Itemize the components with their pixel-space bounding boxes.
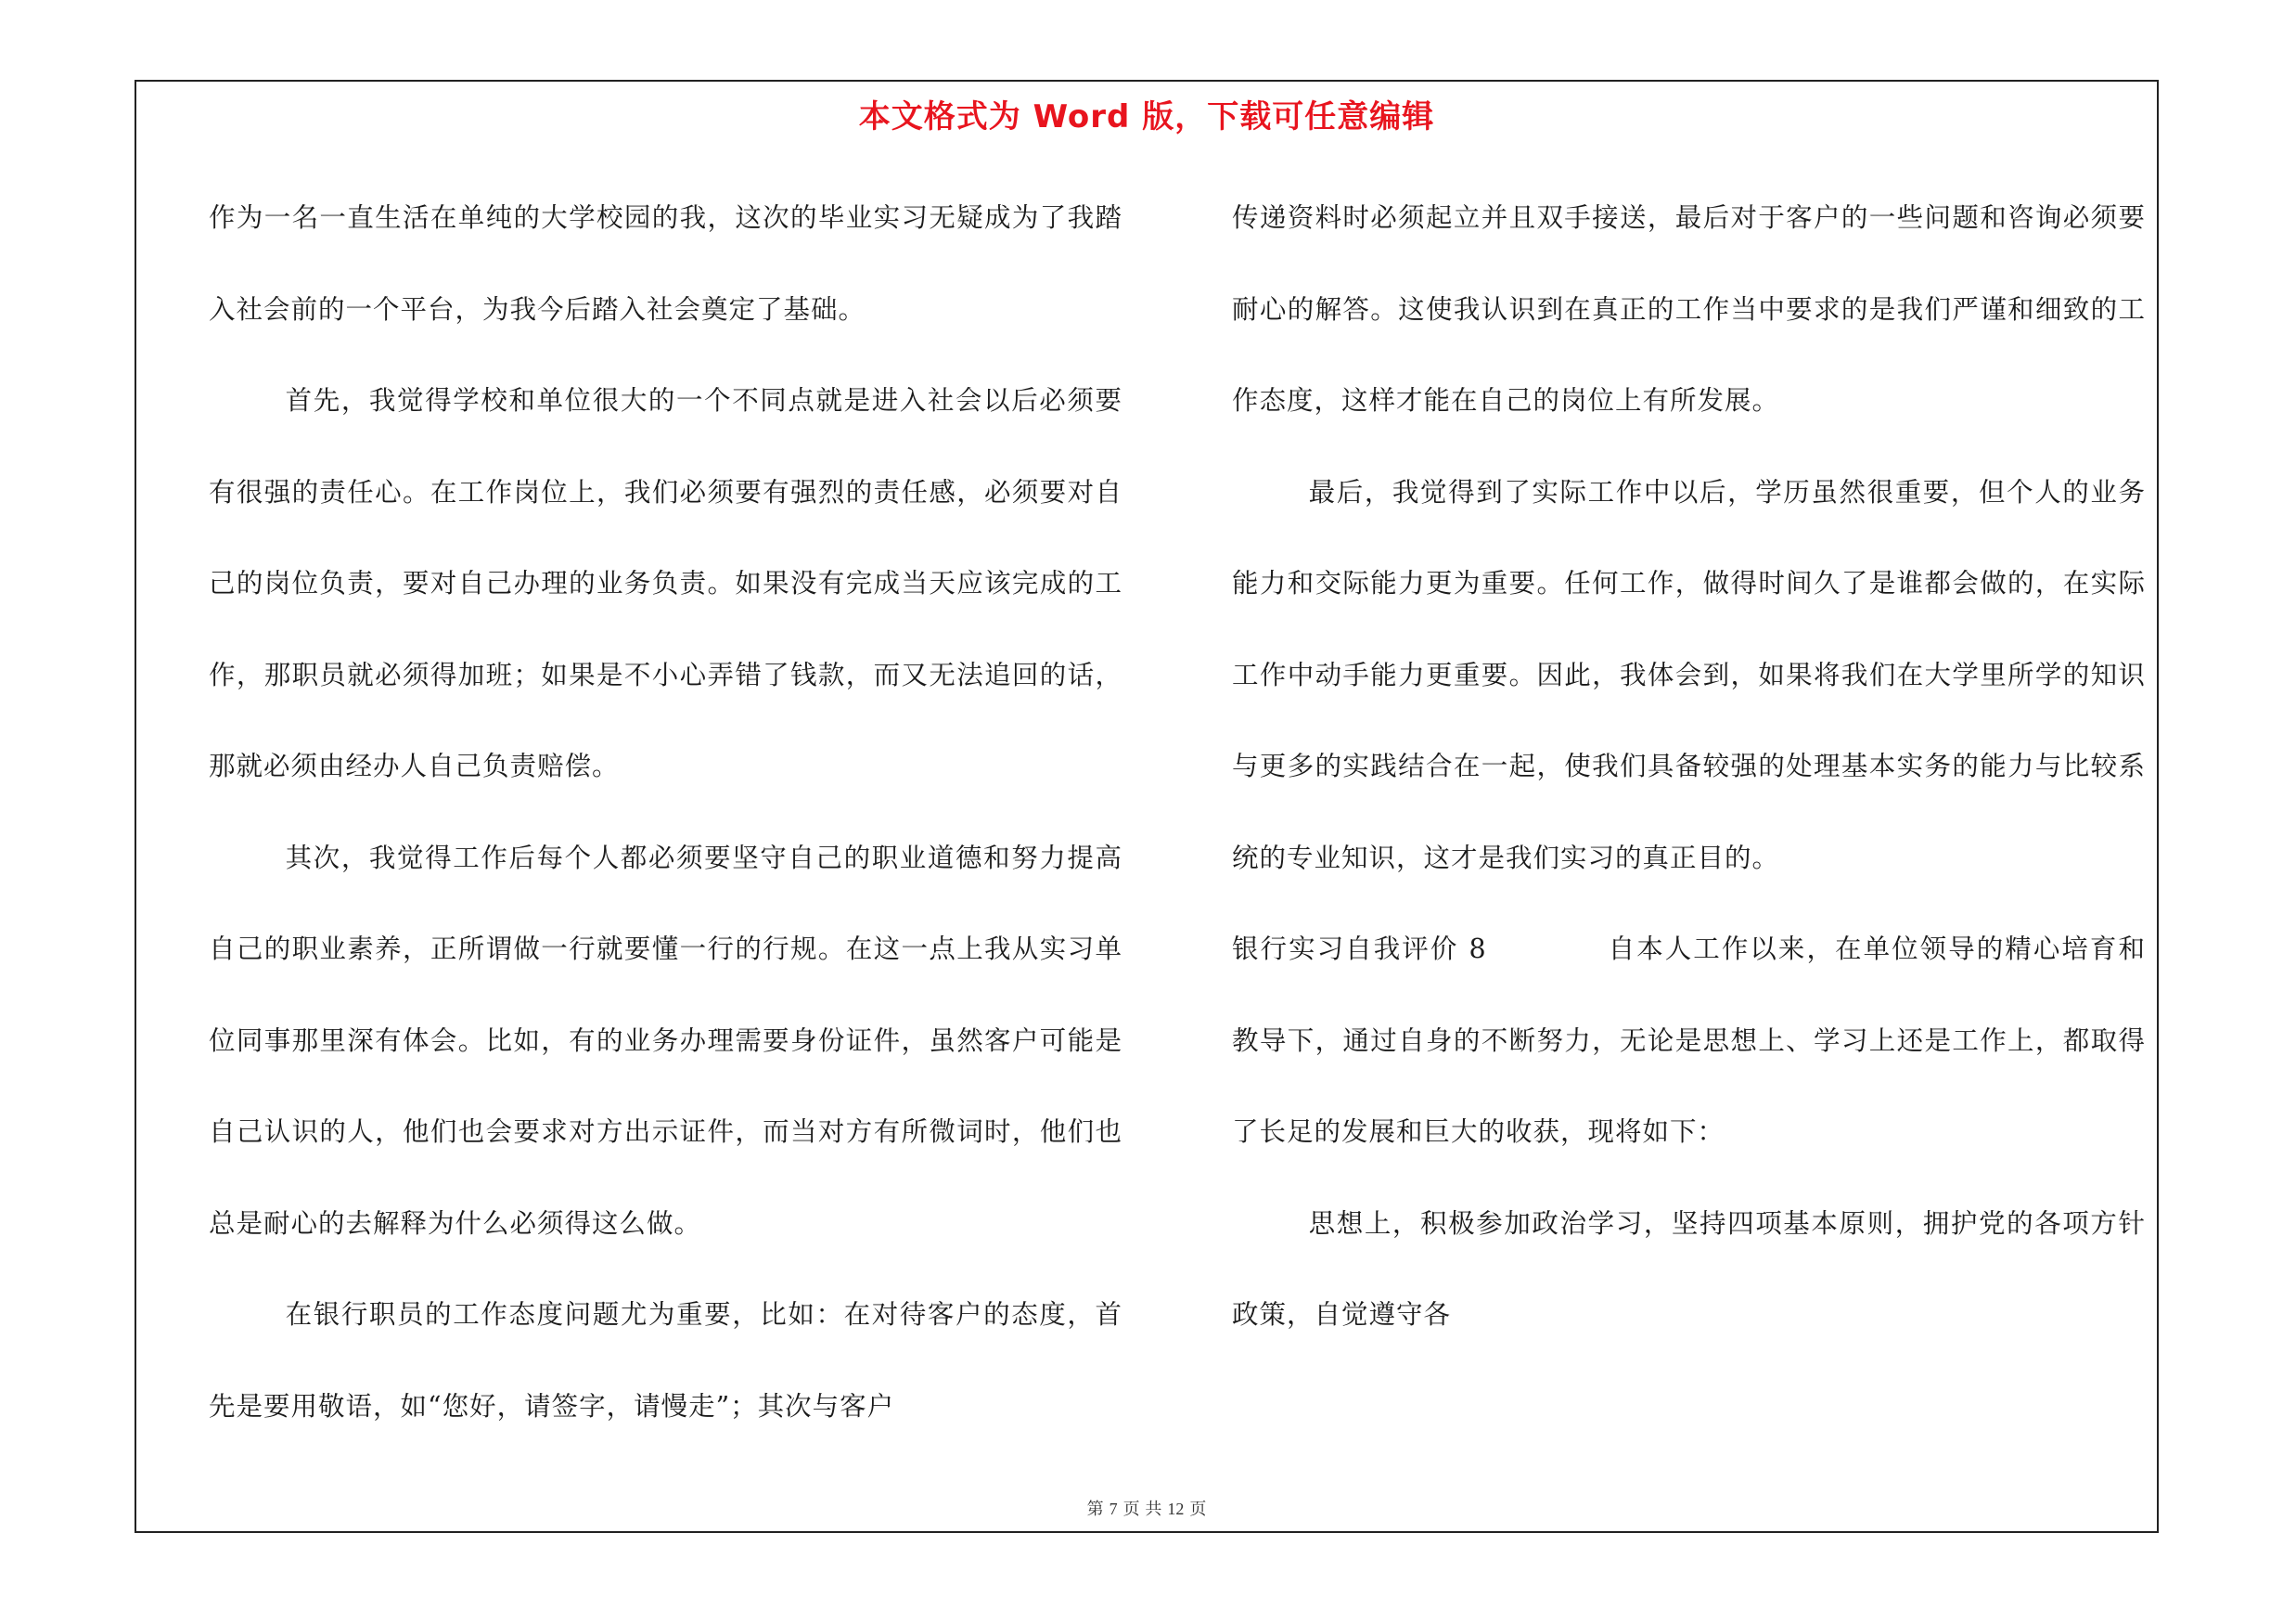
paragraph-attitude-continued: 传递资料时必须起立并且双手接送，最后对于客户的一些问题和咨询必须要耐心的解答。这使我认识到在真正的工作当中要求的是我们严谨和细致的工作态度，这样才能在自己的岗位上有所发展。 <box>1232 202 2146 416</box>
paragraph-attitude: 在银行职员的工作态度问题尤为重要，比如：在对待客户的态度，首先是要用敬语，如“您好，请签字，请慢走”；其次与客户 <box>209 1299 1122 1422</box>
document-page <box>135 80 2159 1533</box>
footer-suffix: 页 <box>1189 1500 1207 1519</box>
footer-current-page: 7 <box>1109 1500 1118 1518</box>
right-column <box>1232 173 2146 1361</box>
paragraph-ethics: 其次，我觉得工作后每个人都必须要坚守自己的职业道德和努力提高自己的职业素养，正所谓做一行就要懂一行的行规。在这一点上我从实习单位同事那里深有体会。比如，有的业务办理需要身份证件，虽然客户可能是自己认识的人，他们也会要求对方出示证件，而当对方有所微词时，他们也总是耐心的去解释为什么必须得这么做。 <box>209 842 1122 1239</box>
footer-middle: 页 共 <box>1122 1500 1162 1519</box>
left-column <box>209 173 1122 1452</box>
footer-total-pages: 12 <box>1167 1500 1185 1518</box>
header-banner: 本文格式为 Word 版，下载可任意编辑 <box>858 98 1435 135</box>
page-footer <box>136 1496 2157 1520</box>
paragraph-intro: 作为一名一直生活在单纯的大学校园的我，这次的毕业实习无疑成为了我踏入社会前的一个平台，为我今后踏入社会奠定了基础。 <box>209 202 1122 325</box>
paragraph-ideology: 思想上，积极参加政治学习，坚持四项基本原则，拥护党的各项方针政策，自觉遵守各 <box>1232 1207 2146 1330</box>
section-8-block <box>1232 904 2146 1179</box>
footer-prefix: 第 <box>1086 1500 1104 1519</box>
paragraph-responsibility: 首先，我觉得学校和单位很大的一个不同点就是进入社会以后必须要有很强的责任心。在工作岗位上，我们必须要有强烈的责任感，必须要对自己的岗位负责，要对自己办理的业务负责。如果没有完成当天应该完成的工作，那职员就必须得加班；如果是不小心弄错了钱款，而又无法追回的话，那就必须由经办人自己负责赔偿。 <box>209 385 1122 781</box>
section-title: 银行实习自我评价 8 <box>1232 934 1487 964</box>
paragraph-section-8-intro: 自本人工作以来，在单位领导的精心培育和教导下，通过自身的不断努力，无论是思想上、学习上还是工作上，都取得了长足的发展和巨大的收获，现将如下： <box>1232 934 2146 1147</box>
paragraph-conclusion: 最后，我觉得到了实际工作中以后，学历虽然很重要，但个人的业务能力和交际能力更为重要。任何工作，做得时间久了是谁都会做的，在实际工作中动手能力更重要。因此，我体会到，如果将我们在大学里所学的知识与更多的实践结合在一起，使我们具备较强的处理基本实务的能力与比较系统的专业知识，这才是我们实习的真正目的。 <box>1232 476 2146 873</box>
